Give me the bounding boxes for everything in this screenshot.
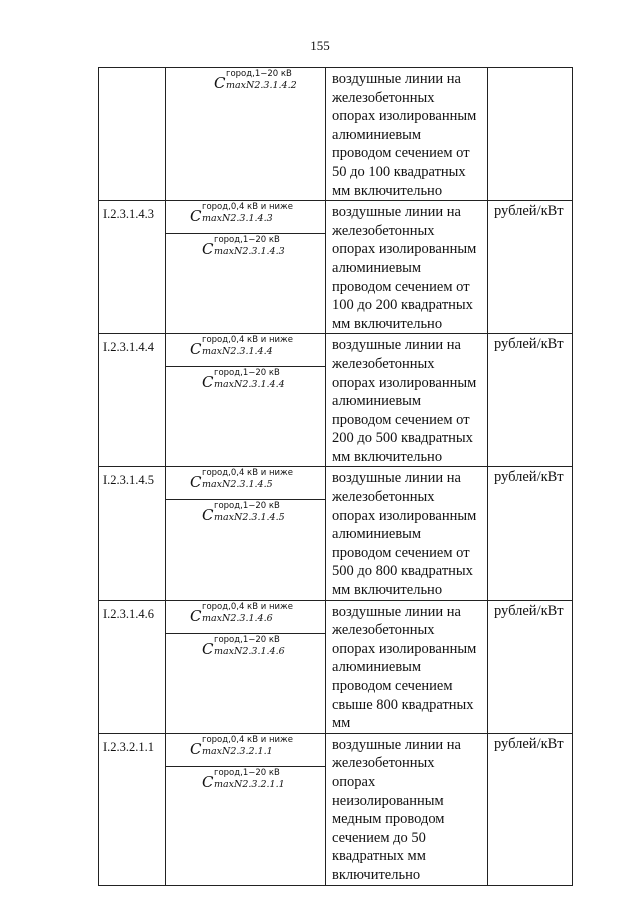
unit-cell: рублей/кВт: [488, 733, 573, 885]
row-code: I.2.3.1.4.3: [99, 201, 166, 334]
formula-superscript: город,0,4 кВ и ниже: [202, 335, 293, 346]
formula-superscript: город,0,4 кВ и ниже: [202, 601, 293, 612]
formula-superscript: город,1−20 кВ: [214, 368, 280, 379]
table-row: [99, 467, 573, 600]
formula-subscript: maxN2.3.1.4.6: [214, 645, 285, 657]
formula-high: C город,1−20 кВ maxN2.3.1.4.2: [214, 69, 297, 92]
description-line: мм включительно: [332, 315, 443, 332]
description-cell: [326, 334, 488, 467]
unit-cell: рублей/кВт: [488, 467, 573, 600]
unit-cell: рублей/кВт: [488, 600, 573, 733]
formula-subscript: maxN2.3.1.4.5: [202, 479, 273, 491]
description-line: железобетонных: [332, 755, 435, 772]
formula-superscript: город,1−20 кВ: [226, 69, 292, 79]
description-line: алюминиевым: [332, 126, 422, 143]
formula-low: C город,0,4 кВ и ниже maxN2.3.1.4.4: [166, 334, 325, 367]
description-line: 500 до 800 квадратных: [332, 563, 473, 580]
formula-superscript: город,1−20 кВ: [214, 501, 280, 512]
row-code: I.2.3.1.4.4: [99, 334, 166, 467]
description-line: опорах изолированным: [332, 507, 477, 524]
formula-subscript: maxN2.3.1.4.6: [202, 612, 273, 624]
description-line: опорах изолированным: [332, 108, 477, 125]
formula-superscript: город,0,4 кВ и ниже: [202, 468, 293, 479]
formula-subscript: maxN2.3.1.4.3: [214, 246, 285, 258]
description-line: алюминиевым: [332, 659, 422, 676]
description-line: опорах: [332, 773, 376, 790]
tariff-table: [98, 67, 573, 886]
description-line: воздушные линии на: [332, 71, 461, 87]
description-line: воздушные линии на: [332, 470, 461, 487]
description-line: проводом сечением от: [332, 278, 470, 295]
table-row: [99, 600, 573, 733]
description-line: железобетонных: [332, 355, 435, 372]
description-line: свыше 800 квадратных: [332, 696, 474, 713]
description-line: мм: [332, 715, 351, 732]
description-line: проводом сечением от: [332, 544, 470, 561]
description-line: воздушные линии на: [332, 603, 461, 620]
description-cell: [326, 201, 488, 334]
table-row: [99, 733, 573, 885]
description-line: алюминиевым: [332, 526, 422, 543]
description-line: медным проводом: [332, 811, 445, 828]
unit-cell: рублей/кВт: [488, 334, 573, 467]
formula-high: C город,1−20 кВ maxN2.3.1.4.4: [202, 368, 285, 392]
description-cell: [326, 467, 488, 600]
description-line: сечением до 50: [332, 829, 426, 846]
description-line: проводом сечением от: [332, 145, 470, 162]
description-line: железобетонных: [332, 489, 435, 506]
formula-cell: [166, 334, 326, 467]
unit-cell: рублей/кВт: [488, 201, 573, 334]
description-line: 50 до 100 квадратных: [332, 163, 466, 180]
description-line: воздушные линии на: [332, 337, 461, 354]
description-line: проводом сечением: [332, 678, 453, 694]
description-line: 200 до 500 квадратных: [332, 430, 473, 447]
description-line: квадратных мм: [332, 848, 426, 865]
formula-subscript: maxN2.3.1.4.5: [214, 512, 285, 524]
formula-cell: [166, 201, 326, 334]
formula-low: C город,0,4 кВ и ниже maxN2.3.1.4.5: [166, 467, 325, 500]
formula-high: C город,1−20 кВ maxN2.3.1.4.6: [202, 634, 285, 658]
description-line: алюминиевым: [332, 393, 422, 410]
description-line: мм включительно: [332, 448, 443, 465]
formula-low: C город,0,4 кВ и ниже maxN2.3.1.4.3: [166, 201, 325, 234]
formula-subscript: maxN2.3.1.4.3: [202, 213, 273, 225]
row-code: I.2.3.2.1.1: [99, 733, 166, 885]
formula-superscript: город,0,4 кВ и ниже: [202, 734, 293, 745]
formula-superscript: город,0,4 кВ и ниже: [202, 202, 293, 213]
formula-subscript: maxN2.3.2.1.1: [214, 778, 285, 790]
formula-subscript: maxN2.3.1.4.4: [202, 346, 273, 358]
row-code: [99, 68, 166, 201]
formula-superscript: город,1−20 кВ: [214, 767, 280, 778]
page-number: 155: [310, 38, 330, 53]
formula-high: C город,1−20 кВ maxN2.3.1.4.5: [202, 501, 285, 525]
formula-superscript: город,1−20 кВ: [214, 235, 280, 246]
description-line: железобетонных: [332, 222, 435, 239]
table-row: [99, 201, 573, 334]
description-line: алюминиевым: [332, 259, 422, 276]
description-cell: [326, 600, 488, 733]
formula-high: C город,1−20 кВ maxN2.3.1.4.3: [202, 235, 285, 259]
description-cell: [326, 68, 488, 201]
description-line: опорах изолированным: [332, 241, 477, 258]
description-line: железобетонных: [332, 622, 435, 639]
description-line: железобетонных: [332, 89, 435, 106]
formula-low: C город,0,4 кВ и ниже maxN2.3.1.4.6: [166, 601, 325, 634]
table-row: [99, 68, 573, 201]
formula-cell: [166, 467, 326, 600]
table-row: [99, 334, 573, 467]
description-line: опорах изолированным: [332, 374, 477, 391]
formula-cell: [166, 68, 326, 201]
formula-cell: [166, 733, 326, 885]
formula-subscript: maxN2.3.1.4.4: [214, 379, 285, 391]
formula-low: C город,0,4 кВ и ниже maxN2.3.2.1.1: [166, 734, 325, 767]
description-line: мм включительно: [332, 182, 443, 199]
description-line: воздушные линии на: [332, 204, 461, 221]
description-line: неизолированным: [332, 792, 444, 809]
formula-subscript: maxN2.3.1.4.2: [226, 80, 297, 91]
description-line: воздушные линии на: [332, 736, 461, 753]
description-line: 100 до 200 квадратных: [332, 297, 473, 314]
description-line: включительно: [332, 866, 421, 883]
row-code: I.2.3.1.4.5: [99, 467, 166, 600]
formula-superscript: город,1−20 кВ: [214, 634, 280, 645]
formula-cell: [166, 600, 326, 733]
description-line: опорах изолированным: [332, 640, 477, 657]
formula-high: C город,1−20 кВ maxN2.3.2.1.1: [202, 767, 285, 791]
unit-cell: [488, 68, 573, 201]
description-line: проводом сечением от: [332, 411, 470, 428]
formula-subscript: maxN2.3.2.1.1: [202, 745, 273, 757]
description-cell: [326, 733, 488, 885]
description-line: мм включительно: [332, 582, 443, 599]
row-code: I.2.3.1.4.6: [99, 600, 166, 733]
